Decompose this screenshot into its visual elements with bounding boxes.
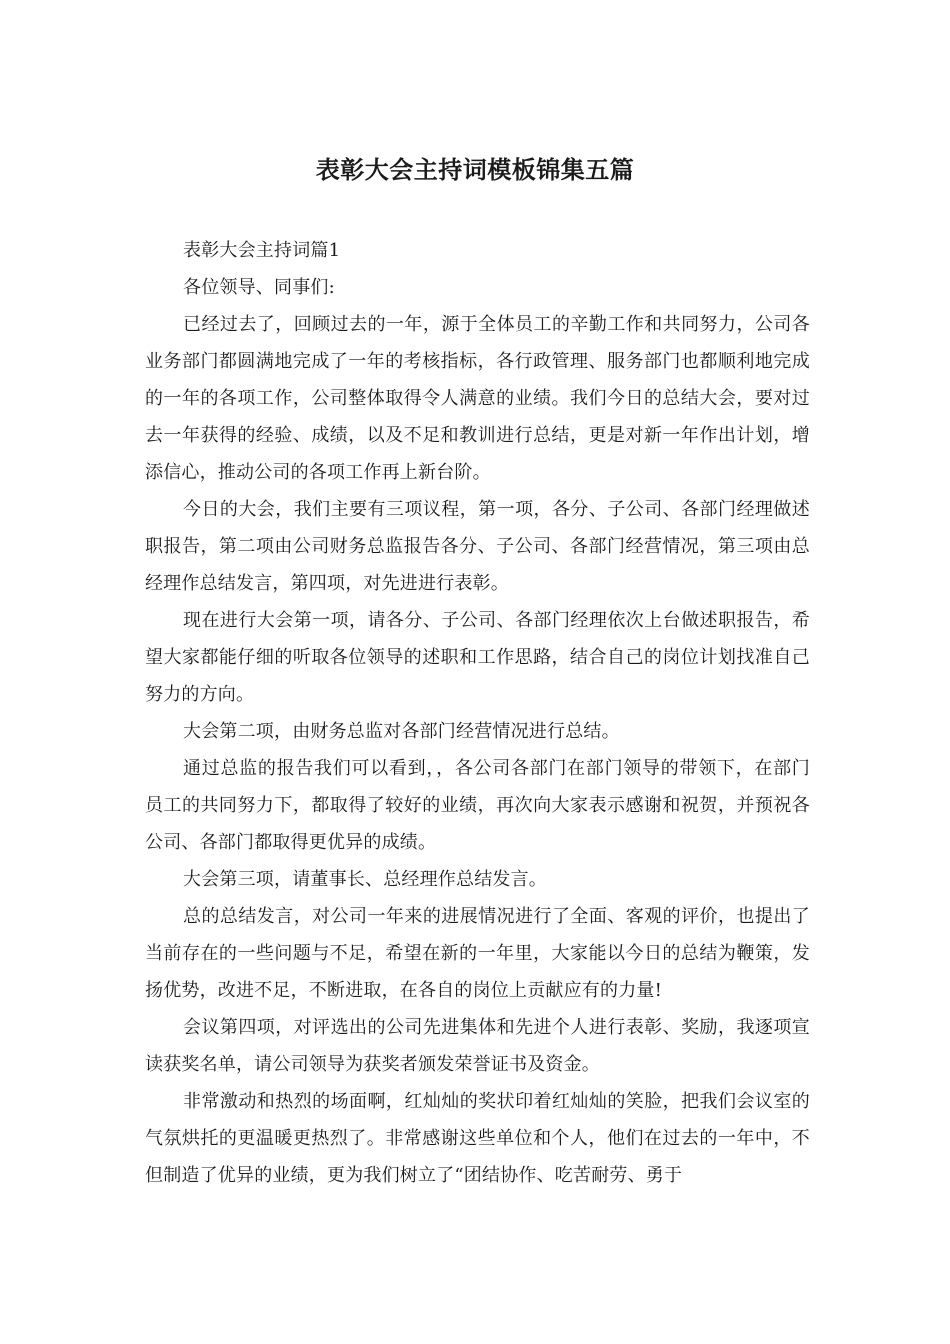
- paragraph: 会议第四项，对评选出的公司先进集体和先进个人进行表彰、奖励，我逐项宣读获奖名单，请公司领导为获奖者颁发荣誉证书及资金。: [145, 1017, 810, 1075]
- paragraph: 现在进行大会第一项，请各分、子公司、各部门经理依次上台做述职报告，希望大家都能仔细的听取各位领导的述职和工作思路，结合自己的岗位计划找准自己努力的方向。: [145, 610, 810, 705]
- section-heading: 表彰大会主持词篇1: [183, 240, 341, 261]
- paragraph: 大会第二项，由财务总监对各部门经营情况进行总结。: [183, 721, 620, 742]
- paragraph: 通过总监的报告我们可以看到，，各公司各部门在部门领导的带领下，在部门员工的共同努力下，都取得了较好的业绩，再次向大家表示感谢和祝贺，并预祝各公司、各部门都取得更优异的成绩。: [145, 758, 810, 853]
- document-title: 表彰大会主持词模板锦集五篇: [315, 155, 635, 184]
- document-body: [145, 232, 810, 1194]
- paragraph: 非常激动和热烈的场面啊，红灿灿的奖状印着红灿灿的笑脸，把我们会议室的气氛烘托的更温暖更热烈了。非常感谢这些单位和个人，他们在过去的一年中，不但制造了优异的业绩，更为我们树立了“团结协作、吃苦耐劳、勇于: [145, 1091, 810, 1186]
- paragraph: 总的总结发言，对公司一年来的进展情况进行了全面、客观的评价，也提出了当前存在的一些问题与不足，希望在新的一年里，大家能以今日的总结为鞭策，发扬优势，改进不足，不断进取，在各自的岗位上贡献应有的力量!: [145, 906, 810, 1001]
- salutation: 各位领导、同事们:: [183, 277, 335, 298]
- paragraph: 大会第三项，请董事长、总经理作总结发言。: [183, 869, 547, 890]
- paragraph: 今日的大会，我们主要有三项议程，第一项，各分、子公司、各部门经理做述职报告，第二项由公司财务总监报告各分、子公司、各部门经营情况，第三项由总经理作总结发言，第四项，对先进进行表彰。: [145, 499, 810, 594]
- paragraph: 已经过去了，回顾过去的一年，源于全体员工的辛勤工作和共同努力，公司各业务部门都圆满地完成了一年的考核指标，各行政管理、服务部门也都顺利地完成的一年的各项工作，公司整体取得令人满意的业绩。我们今日的总结大会，要对过去一年获得的经验、成绩，以及不足和教训进行总结，更是对新一年作出计划，增添信心，推动公司的各项工作再上新台阶。: [145, 314, 810, 483]
